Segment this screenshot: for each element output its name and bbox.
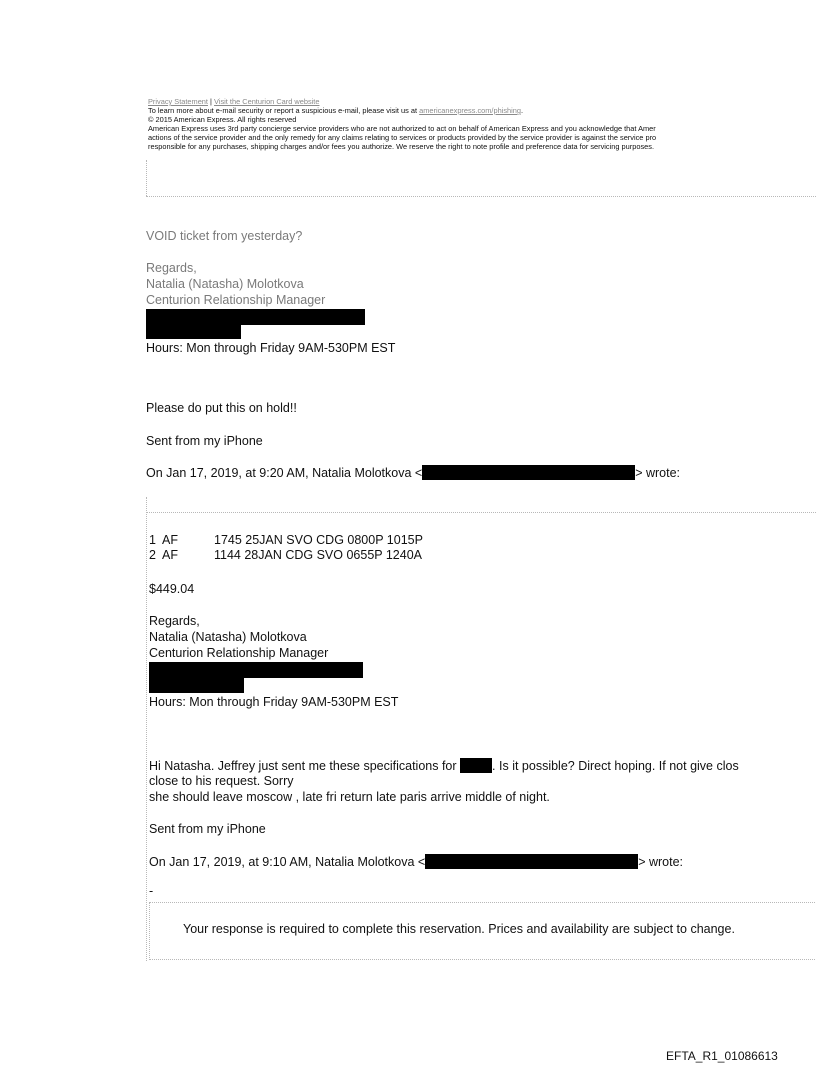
dash-line: -: [149, 884, 154, 898]
quote-header-prefix: On Jan 17, 2019, at 9:10 AM, Natalia Molotkova <: [149, 855, 426, 869]
privacy-statement-link[interactable]: Privacy Statement: [148, 97, 208, 106]
phishing-period: .: [521, 106, 524, 115]
request-line-1: [149, 758, 739, 773]
sent-from-iphone-2: Sent from my iPhone: [149, 822, 266, 836]
reservation-notice-box: [149, 902, 816, 960]
redaction-bar: [425, 854, 638, 869]
redaction-bar: [149, 678, 244, 693]
itinerary-row-1: [149, 533, 423, 547]
request-text-b: . Is it possible? Direct hoping. If not give clos: [492, 759, 739, 773]
hold-request: Please do put this on hold!!: [146, 401, 297, 415]
reservation-notice-text: Your response is required to complete this reservation. Prices and availability are subject to change.: [183, 922, 735, 936]
redaction-bar: [422, 465, 635, 480]
redaction-bar: [149, 662, 363, 678]
legal-box-left-border: [146, 160, 147, 196]
hours-2: Hours: Mon through Friday 9AM-530PM EST: [149, 695, 399, 709]
void-ticket-question: VOID ticket from yesterday?: [146, 229, 303, 243]
redaction-bar: [146, 325, 241, 339]
segment-number: 2: [149, 548, 156, 562]
quote-divider: [146, 512, 816, 513]
centurion-website-link[interactable]: Visit the Centurion Card website: [214, 97, 320, 106]
bates-number: EFTA_R1_01086613: [666, 1049, 778, 1063]
airline-code: AF: [162, 533, 178, 547]
regards-2: Regards,: [149, 614, 200, 628]
segment-number: 1: [149, 533, 156, 547]
disclaimer-line-3: responsible for any purchases, shipping charges and/or fees you authorize. We reserve the right to note profile and preference data for servicing purposes.: [148, 142, 655, 151]
quote-box-left-border: [146, 497, 147, 961]
regards-1: Regards,: [146, 261, 197, 275]
hours-1: Hours: Mon through Friday 9AM-530PM EST: [146, 341, 396, 355]
phishing-text: To learn more about e-mail security or report a suspicious e-mail, please visit us at: [148, 106, 418, 115]
sender-name-1: Natalia (Natasha) Molotkova: [146, 277, 304, 291]
disclaimer-line-2: actions of the service provider and the only remedy for any claims relating to services or products provided by the service provider is against the service pro: [148, 133, 657, 142]
quote-header-2: [149, 854, 683, 869]
legal-box-bottom-border: [146, 196, 816, 197]
sent-from-iphone-1: Sent from my iPhone: [146, 434, 263, 448]
request-text-a: Hi Natasha. Jeffrey just sent me these specifications for: [149, 759, 457, 773]
sender-title-1: Centurion Relationship Manager: [146, 293, 326, 307]
quote-header-prefix: On Jan 17, 2019, at 9:20 AM, Natalia Molotkova <: [146, 466, 423, 480]
copyright-text: © 2015 American Express. All rights reserved: [148, 115, 297, 124]
fare-price: $449.04: [149, 582, 195, 596]
quote-header-suffix: > wrote:: [635, 466, 681, 480]
itinerary-row-2: [149, 548, 422, 562]
redaction-bar: [460, 758, 492, 773]
quote-header-1: [146, 465, 680, 480]
airline-code: AF: [162, 548, 178, 562]
disclaimer-line-1: American Express uses 3rd party concierge service providers who are not authorized to act on behalf of American Express and you acknowledge that Amer: [148, 124, 656, 133]
request-line-3: she should leave moscow , late fri return late paris arrive middle of night.: [149, 790, 550, 804]
request-line-2: close to his request. Sorry: [149, 774, 294, 788]
quote-header-suffix: > wrote:: [638, 855, 684, 869]
flight-details: 1144 28JAN CDG SVO 0655P 1240A: [214, 548, 423, 562]
phishing-link[interactable]: americanexpress.com/phishing: [419, 106, 521, 115]
sender-name-2: Natalia (Natasha) Molotkova: [149, 630, 307, 644]
flight-details: 1745 25JAN SVO CDG 0800P 1015P: [214, 533, 423, 547]
link-separator: |: [210, 97, 212, 106]
redaction-bar: [146, 309, 365, 325]
sender-title-2: Centurion Relationship Manager: [149, 646, 329, 660]
